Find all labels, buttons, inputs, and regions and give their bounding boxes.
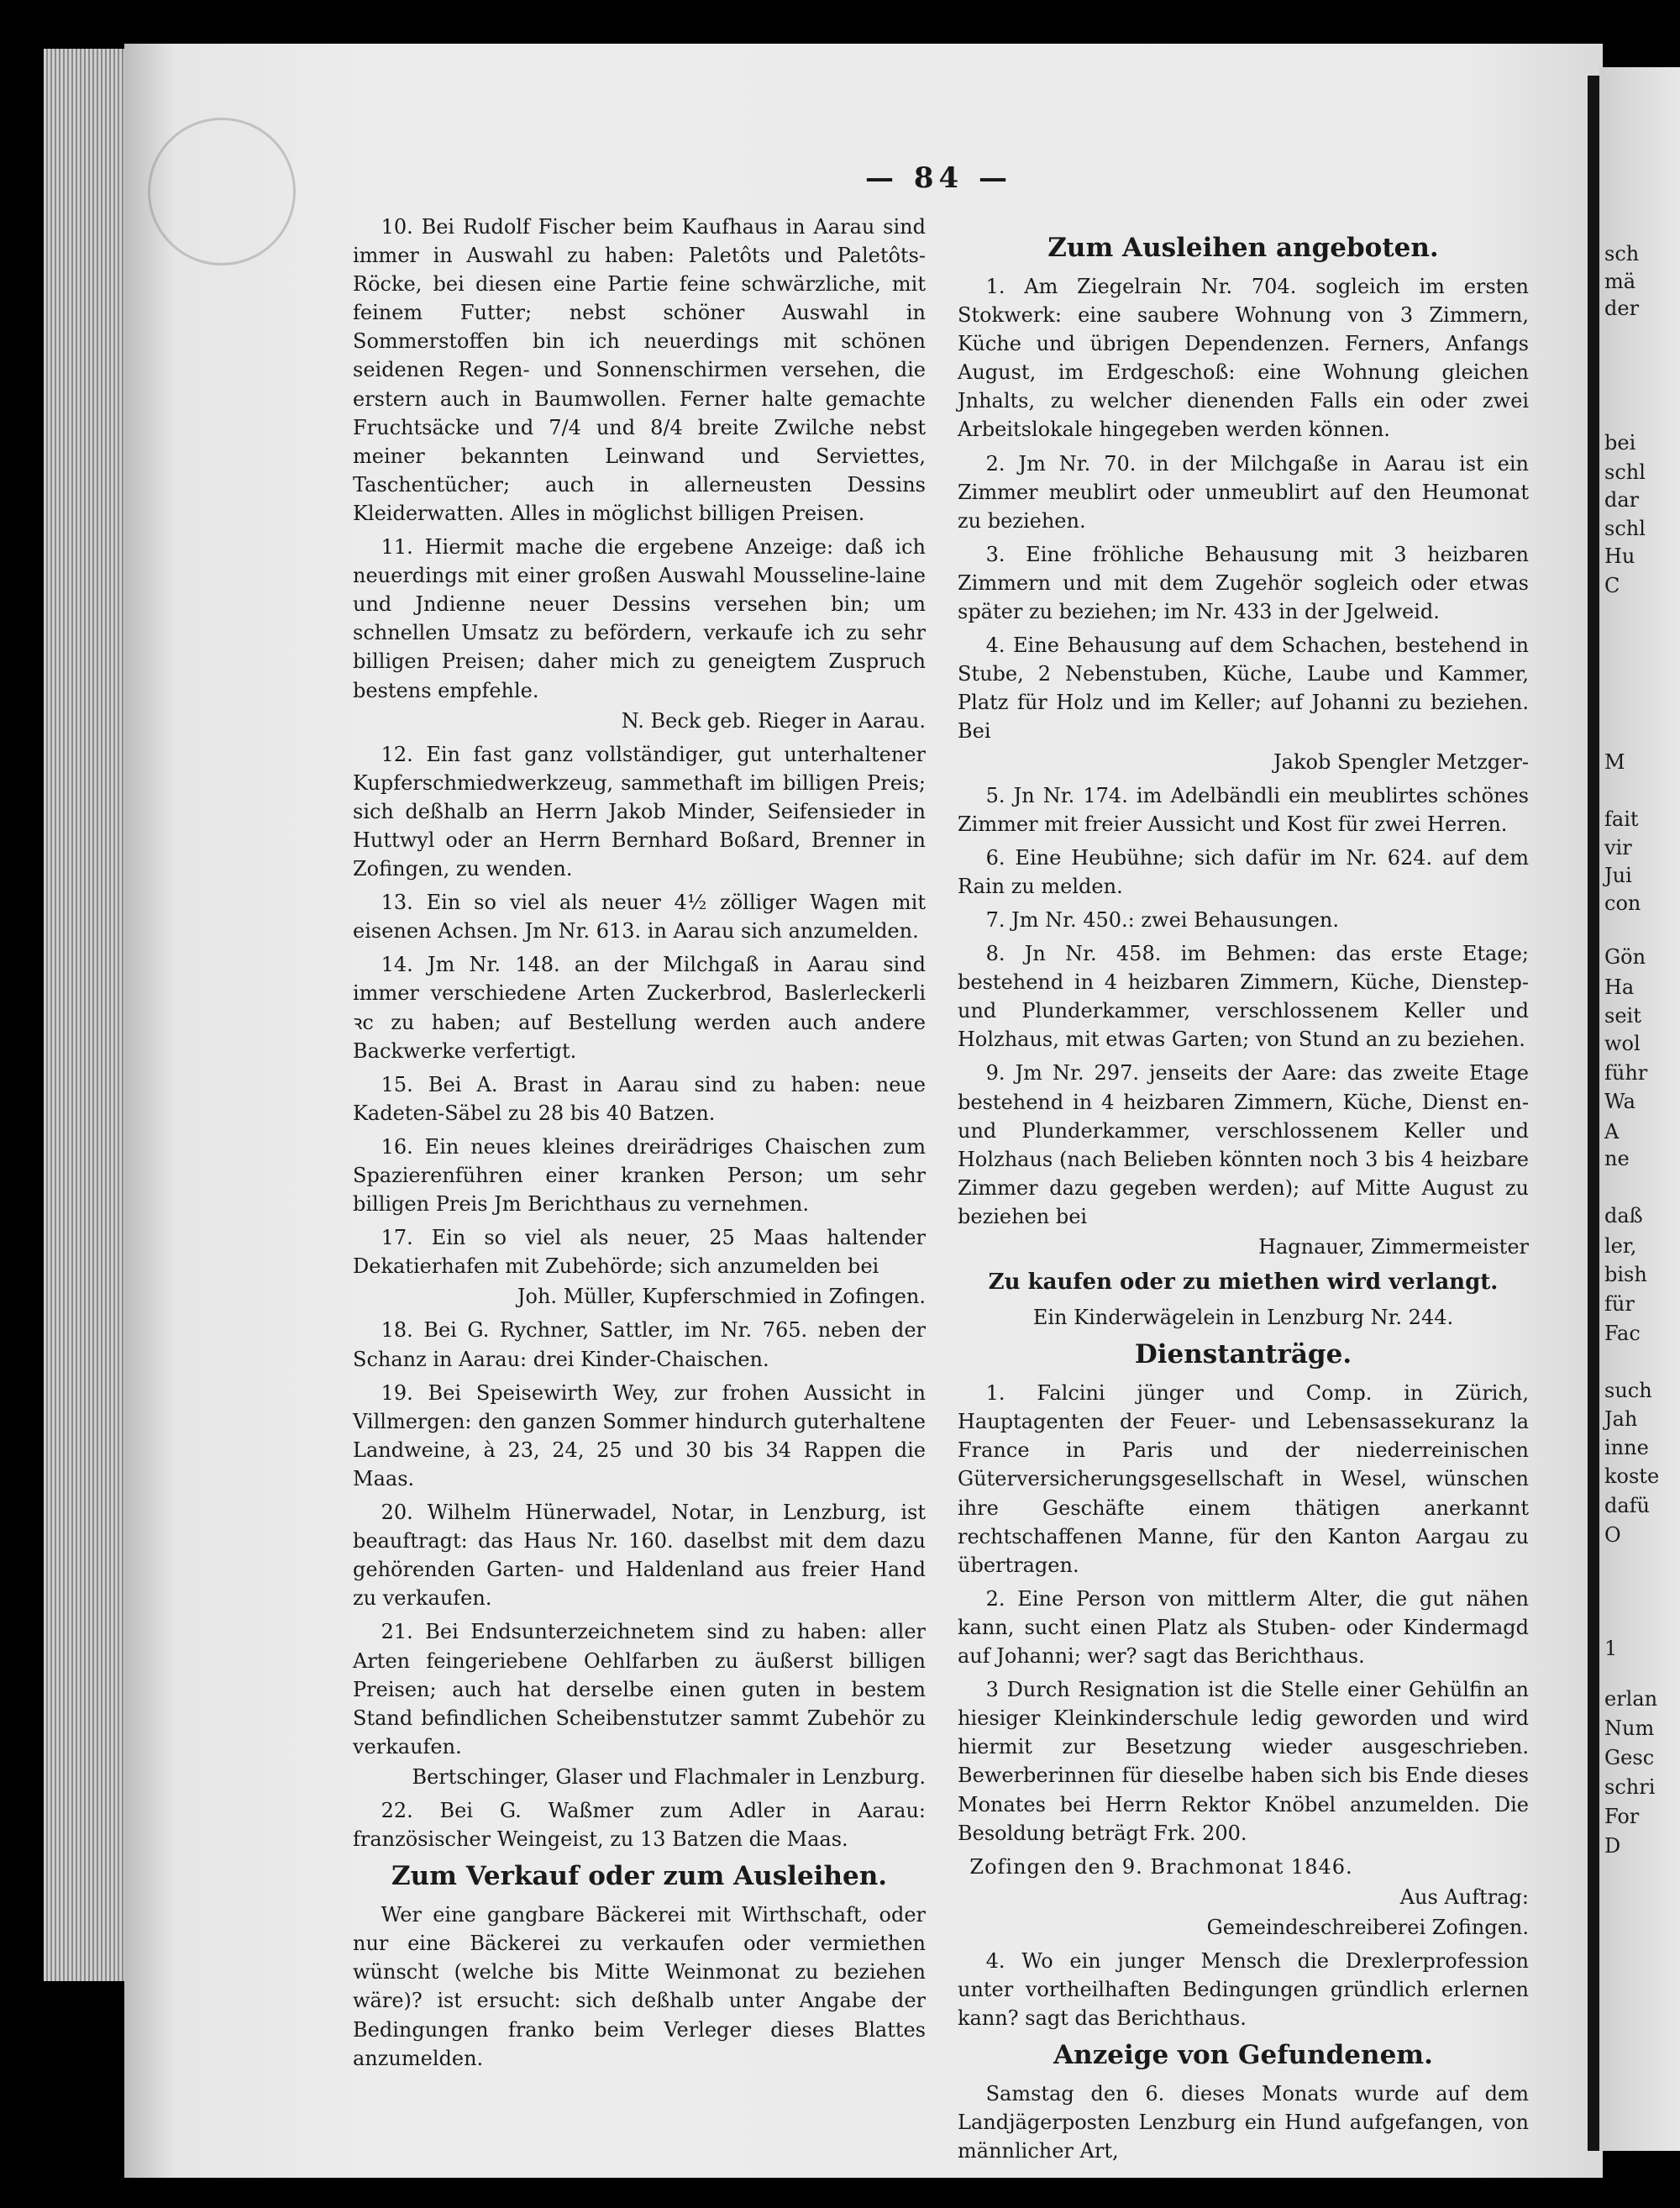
next-page-fragment: koste [1604,1464,1660,1488]
ad-item: 21. Bei Endsunterzeichnetem sind zu haben: aller Arten feingeriebene Oehlfarben zu äußerst billigen Preisen; auch hat derselbe einen guten in bestem Stand befindlichen Scheibenstutzer sammt Zubehör zu verkaufen. [353,1620,926,1759]
ad-item: 16. Ein neues kleines dreirädriges Chaischen zum Spazierenführen einer kranken Person; um sehr billigen Preis Jm Berichthaus zu vernehmen. [353,1134,926,1217]
ad-item: 3 Durch Resignation ist die Stelle einer Gehülfin an hiesiger Kleinkinderschule ledig geworden und wird hiermit zur Besetzung wieder ausgeschrieben. Bewerberinnen für dieselbe haben sich bis Ende dieses Monates bei Herrn Rektor Knöbel anzumelden. Die Besoldung beträgt Frk. 200. [958,1678,1529,1845]
ad-item: 10. Bei Rudolf Fischer beim Kaufhaus in Aarau sind immer in Auswahl zu haben: Paletôts und Paletôts-Röcke, bei diesen eine Partie feine schwärzliche, mit feinem Futter; nebst schöner Auswahl in Sommerstoffen bin ich neuerdings mit schönen seidenen Regen- und Sonnenschirmen versehen, die erstern auch in Baumwollen. Ferner halte gemachte Fruchtsäcke und 7/4 und 8/4 breite Zwilche nebst meiner bekannten Leinwand und Serviettes, Taschentücher; auch in allerneusten Dessins Kleiderwatten. Alles in möglichst billigen Preisen. [353,215,926,525]
next-page-fragment: Hu [1604,544,1635,568]
ad-item: 6. Eine Heubühne; sich dafür im Nr. 624. auf dem Rain zu melden. [958,845,1529,898]
ad-signature: Jakob Spengler Metzger- [1273,749,1529,774]
section-heading-sale: Zum Verkauf oder zum Ausleihen. [391,1861,888,1892]
ad-item: 2. Eine Person von mittlerm Alter, die gut nähen kann, sucht einen Platz als Stuben- oder Kindermagd auf Johanni; wer? sagt das Berichthaus. [958,1586,1529,1669]
ad-signature: Gemeindeschreiberei Zofingen. [1206,1915,1529,1939]
next-page-fragment: A [1604,1120,1620,1143]
next-page-fragment: such [1604,1379,1652,1402]
left-column [353,213,926,2078]
ad-item: 17. Ein so viel als neuer, 25 Maas haltender Dekatierhafen mit Zubehörde; sich anzumelden bei [353,1226,926,1279]
ad-item: 9. Jm Nr. 297. jenseits der Aare: das zweite Etage bestehend in 4 heizbaren Zimmern, Küche, Dienst en- und Plunderkammer, verschlossenem Keller und Holzhaus (nach Belieben könnten noch 3 bis 4 heizbare Zimmer dazu gegeben werden); auf Mitte August zu beziehen bei [958,1061,1529,1228]
next-page-fragment: O [1604,1523,1621,1547]
next-page-fragment: ler, [1604,1234,1637,1258]
ad-item: 1. Falcini jünger und Comp. in Zürich, Hauptagenten der Feuer- und Lebensassekuranz la France in Paris und der niederreinischen Güterversicherungsgesellschaft in Wesel, wünschen ihre Geschäfte einem thätigen anerkannt rechtschaffenen Manne, für den Kanton Aargau zu übertragen. [958,1381,1529,1577]
next-page-fragment: für [1604,1292,1635,1316]
ad-item: 22. Bei G. Waßmer zum Adler in Aarau: französischer Weingeist, zu 13 Batzen die Maas. [353,1798,926,1852]
ad-signature: Joh. Müller, Kupferschmied in Zofingen. [517,1285,926,1309]
book-gutter [1588,76,1599,2151]
next-page-fragment: C [1604,574,1620,597]
next-page-fragment: schl [1604,460,1646,484]
next-page-fragment: bei [1604,431,1636,455]
ad-item: 12. Ein fast ganz vollständiger, gut unterhaltener Kupferschmiedwerkzeug, sammethaft im billigen Preis; sich deßhalb an Herrn Jakob Minder, Seifensieder in Huttwyl oder an Herrn Bernhard Boßard, Brenner in Zofingen, zu wenden. [353,742,926,881]
section-heading-lend: Zum Ausleihen angeboten. [1047,233,1439,263]
next-page-fragment: dafü [1604,1494,1651,1517]
next-page-fragment: wol [1604,1032,1641,1055]
ad-signature: Hagnauer, Zimmermeister [1258,1235,1529,1259]
ad-item: 5. Jn Nr. 174. im Adelbändli ein meublirtes schönes Zimmer mit freier Aussicht und Kost für zwei Herren. [958,783,1529,836]
page-number: — 84 — [865,161,1012,195]
next-page-fragment: erlan [1604,1687,1658,1711]
next-page-fragment: 1 [1604,1637,1618,1660]
next-page-fragment: schri [1604,1775,1656,1799]
ad-item: 8. Jn Nr. 458. im Behmen: das erste Etage; bestehend in 4 heizbaren Zimmern, Küche, Dienstep- und Plunderkammer, verschlossenem Keller und Holzhaus, mit etwas Garten; von Stund an zu beziehen. [958,942,1529,1052]
next-page-fragment: M [1604,750,1625,774]
next-page-fragment: Gesc [1604,1746,1655,1769]
right-column [958,225,1529,2171]
ad-item: 4. Wo ein junger Mensch die Drexlerprofession unter vortheilhaften Bedingungen gründlich erlernen kann? sagt das Berichthaus. [958,1948,1529,2031]
ad-date: Zofingen den 9. Brachmonat 1846. [969,1854,1353,1879]
ad-item: 11. Hiermit mache die ergebene Anzeige: daß ich neuerdings mit einer großen Auswahl Mousseline-laine und Jndienne neuer Dessins versehen bin; um schnellen Umsatz zu befördern, verkaufe ich zu sehr billigen Preisen; daher mich zu geneigtem Zuspruch bestens empfehle. [353,535,926,702]
next-page-fragment: inne [1604,1436,1649,1459]
next-page-fragment: D [1604,1834,1621,1858]
ad-item: 19. Bei Speisewirth Wey, zur frohen Aussicht in Villmergen: den ganzen Sommer hindurch guterhaltene Landweine, à 23, 24, 25 und 30 bis 34 Rappen die Maas. [353,1380,926,1490]
section-heading-found: Anzeige von Gefundenem. [1053,2040,1433,2071]
ad-item: 14. Jm Nr. 148. an der Milchgaß in Aarau sind immer verschiedene Arten Zuckerbrod, Baslerleckerli ꝛc zu haben; auf Bestellung werden auch andere Backwerke verfertigt. [353,953,926,1063]
next-page-fragment: mä [1604,270,1636,293]
ad-item: 7. Jm Nr. 450.: zwei Behausungen. [985,907,1340,932]
next-page-fragment: For [1604,1805,1640,1828]
next-page-fragment: Gön [1604,945,1646,969]
ad-item: Ein Kinderwägelein in Lenzburg Nr. 244. [1032,1306,1454,1330]
next-page-edge [1599,67,1680,2151]
next-page-fragment: seit [1604,1004,1641,1028]
ad-item: 2. Jm Nr. 70. in der Milchgaße in Aarau ist ein Zimmer meublirt oder unmeublirt auf den Heumonat zu beziehen. [958,451,1529,533]
next-page-fragment: sch [1604,242,1640,265]
next-page-fragment: Num [1604,1716,1655,1740]
next-page-fragment: bish [1604,1263,1647,1286]
next-page-fragment: vir [1604,836,1632,860]
next-page-fragment: daß [1604,1204,1643,1228]
next-page-fragment: Fac [1604,1322,1641,1345]
next-page-fragment: fait [1604,807,1639,831]
next-page-fragment: ne [1604,1147,1630,1170]
next-page-fragment: Wa [1604,1090,1635,1113]
next-page-fragment: schl [1604,517,1646,540]
next-page-fragment: con [1604,891,1641,915]
next-page-fragment: Ha [1604,975,1635,999]
ad-item: Wer eine gangbare Bäckerei mit Wirthschaft, oder nur eine Bäckerei zu verkaufen oder vermiethen wünscht (welche bis Mitte Weinmonat zu beziehen wäre)? ist ersucht: sich deßhalb unter Angabe der Bedingungen franko beim Verleger dieses Blattes anzumelden. [353,1903,926,2070]
ad-item: 13. Ein so viel als neuer 4½ zölliger Wagen mit eisenen Achsen. Jm Nr. 613. in Aarau sich anzumelden. [353,891,926,944]
ad-signature: N. Beck geb. Rieger in Aarau. [621,708,926,733]
next-page-fragment: der [1604,297,1640,320]
ad-item: 4. Eine Behausung auf dem Schachen, bestehend in Stube, 2 Nebenstuben, Küche, Laube und Kammer, Platz für Holz und im Keller; auf Johanni zu beziehen. Bei [958,633,1529,744]
ad-item: 20. Wilhelm Hünerwadel, Notar, in Lenzburg, ist beauftragt: das Haus Nr. 160. daselbst mit dem dazu gehörenden Garten- und Haldenland aus freier Hand zu verkaufen. [353,1501,926,1611]
ad-item: Samstag den 6. dieses Monats wurde auf dem Landjägerposten Lenzburg ein Hund aufgefangen, von männlicher Art, [958,2082,1529,2163]
ad-signature: Bertschinger, Glaser und Flachmaler in Lenzburg. [412,1764,926,1789]
ad-item: 15. Bei A. Brast in Aarau sind zu haben: neue Kadeten-Säbel zu 28 bis 40 Batzen. [353,1072,926,1125]
next-page-fragment: dar [1604,488,1640,512]
section-heading-wanted: Zu kaufen oder zu miethen wird verlangt. [988,1270,1499,1296]
next-page-fragment: führ [1604,1061,1648,1085]
next-page-fragment: Jah [1604,1407,1638,1431]
library-stamp-icon [148,118,296,265]
ad-signature: Aus Auftrag: [1399,1885,1529,1909]
ad-item: 18. Bei G. Rychner, Sattler, im Nr. 765. neben der Schanz in Aarau: drei Kinder-Chaischen. [353,1318,926,1371]
ad-item: 3. Eine fröhliche Behausung mit 3 heizbaren Zimmern und mit dem Zugehör sogleich oder etwas später zu beziehen; im Nr. 433 in der Jgelweid. [958,542,1529,624]
ad-item: 1. Am Ziegelrain Nr. 704. sogleich im ersten Stokwerk: eine saubere Wohnung von 3 Zimmern, Küche und übrigen Dependenzen. Ferners, Anfangs August, im Erdgeschoß: eine Wohnung gleichen Jnhalts, zu welcher dienenden Falls ein oder zwei Arbeitslokale hingegeben werden können. [958,275,1529,442]
next-page-fragment: Jui [1604,864,1632,887]
section-heading-jobs: Dienstanträge. [1134,1339,1352,1370]
